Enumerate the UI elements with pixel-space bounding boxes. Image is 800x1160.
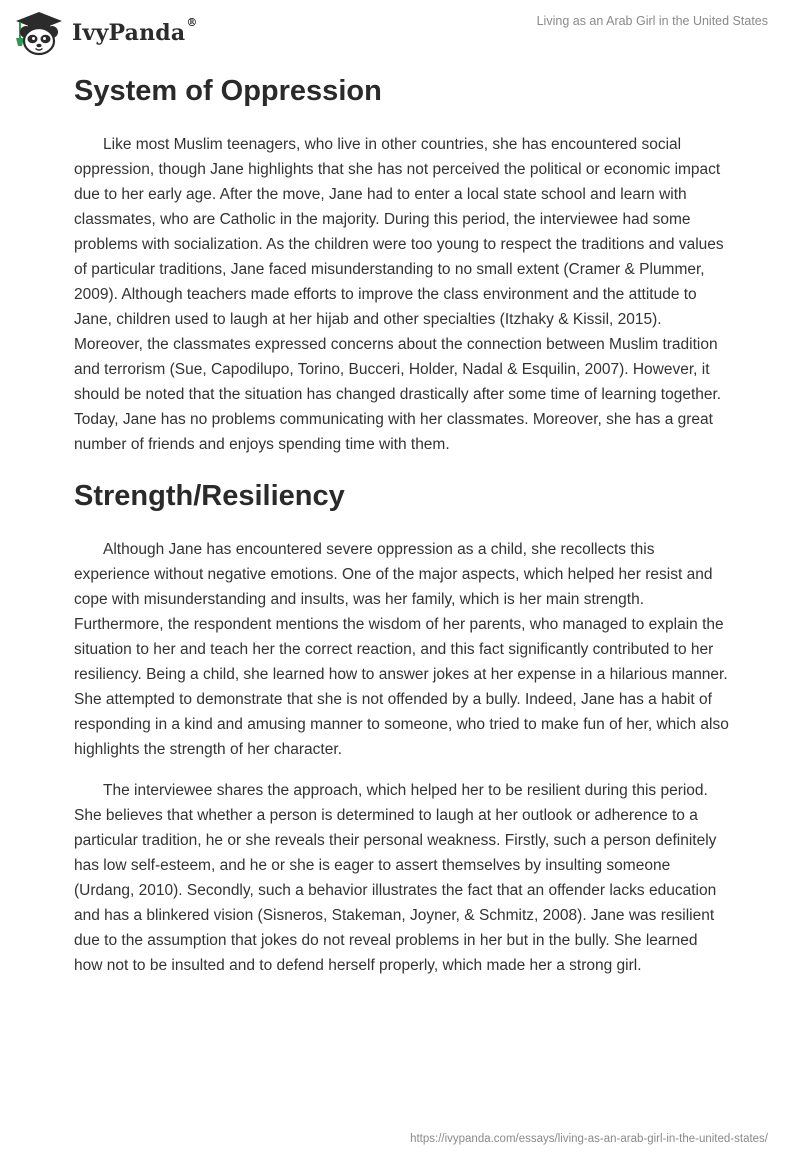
page-header [0,0,800,64]
registered-mark: ® [186,16,198,29]
paragraph-resiliency-2: The interviewee shares the approach, which helped her to be resilient during this period. She believes that whether a person is determined to laugh at her outlook or adherence to a particular tradition, he or she reveals their personal weakness. Firstly, such a person definitely has low self-esteem, and he or she is eager to assert themselves by insulting someone (Urdang, 2010). Secondly, such a behavior illustrates the fact that an offender lacks education and has a blinkered vision (Sisneros, Stakeman, Joyner, & Schmitz, 2008). Jane was resilient due to the assumption that jokes do not reveal problems in her but in the bully. She learned how not to be insulted and to defend herself properly, which made her a strong girl. [74,782,717,974]
section-heading-oppression: System of Oppression [74,75,382,107]
section-heading-resiliency: Strength/Resiliency [74,480,345,512]
brand-name: IvyPanda® [72,16,198,46]
document-title: Living as an Arab Girl in the United States [536,14,768,28]
essay-body [74,72,730,978]
paragraph-oppression: Like most Muslim teenagers, who live in other countries, she has encountered social oppression, though Jane highlights that she has not perceived the political or economic impact due to her early age. After the move, Jane had to enter a local state school and learn with classmates, who are Catholic in the majority. During this period, the interviewee had some problems with socialization. As the children were too young to respect the traditions and values of particular traditions, Jane faced misunderstanding to no small extent (Cramer & Plummer, 2009). Although teachers made efforts to improve the class environment and the attitude to Jane, children used to laugh at her hijab and other specialties (Itzhaky & Kissil, 2015). Moreover, the classmates expressed concerns about the connection between Muslim tradition and terrorism (Sue, Capodilupo, Torino, Bucceri, Holder, Nadal & Esquilin, 2007). However, it should be noted that the situation has changed drastically after some time of learning together. Today, Jane has no problems communicating with her classmates. Moreover, she has a great number of friends and enjoys spending time with them. [74,136,724,453]
panda-graduate-icon [12,8,66,56]
brand-logo[interactable] [12,8,198,56]
paragraph-resiliency-1: Although Jane has encountered severe oppression as a child, she recollects this experience without negative emotions. One of the major aspects, which helped her resist and cope with misunderstanding and insults, was her family, which is her main strength. Furthermore, the respondent mentions the wisdom of her parents, who managed to explain the situation to her and teach her the correct reaction, and this fact significantly contributed to her resiliency. Being a child, she learned how to answer jokes at her expense in a hilarious manner. She attempted to demonstrate that she is not offended by a bully. Indeed, Jane has a habit of responding in a kind and amusing manner to someone, who tried to make fun of her, which also highlights the strength of her character. [74,541,729,758]
source-url-link[interactable]: https://ivypanda.com/essays/living-as-an-arab-girl-in-the-united-states/ [410,1133,768,1145]
